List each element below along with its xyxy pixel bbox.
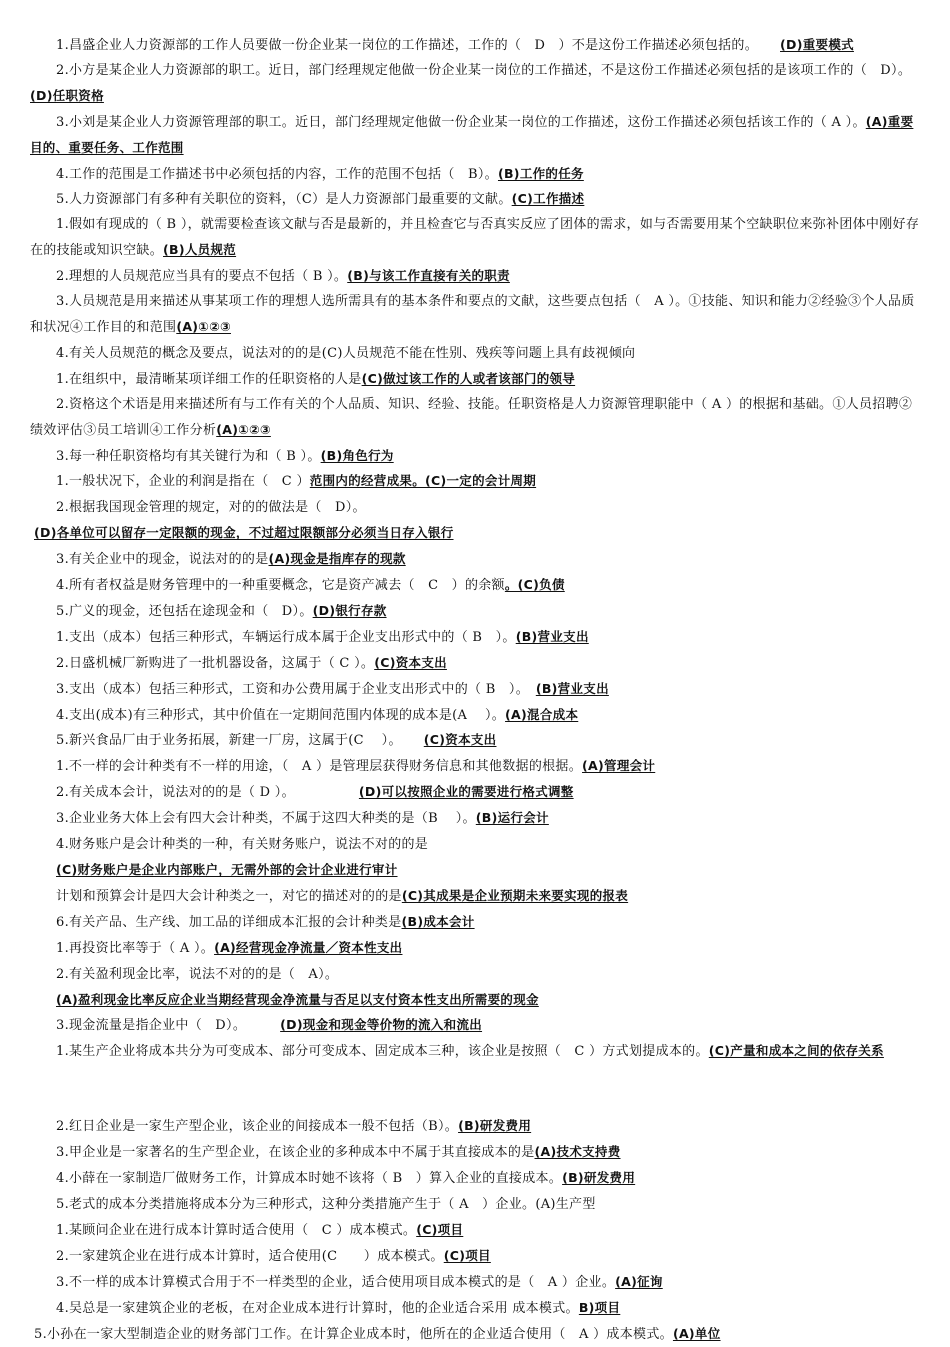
question-paragraph: 4.支出(成本)有三种形式，其中价值在一定期间范围内体现的成本是(A ）。(A)混合成本 (30, 703, 922, 729)
question-paragraph: 2.根据我国现金管理的规定，对的的做法是（ D）。 (30, 495, 922, 521)
question-paragraph: 1.支出（成本）包括三种形式，车辆运行成本属于企业支出形式中的（ B ）。(B)营业支出 (30, 625, 922, 651)
question-paragraph: 4.财务账户是会计种类的一种，有关财务账户，说法不对的的是 (30, 832, 922, 858)
question-paragraph: 1.昌盛企业人力资源部的工作人员要做一份企业某一岗位的工作描述，工作的（ D ）不是这份工作描述必须包括的。 (D)重要模式 (30, 33, 922, 59)
question-paragraph: 3.每一种任职资格均有其关键行为和（ B ）。(B)角色行为 (30, 444, 922, 470)
question-paragraph: 4.吴总是一家建筑企业的老板，在对企业成本进行计算时，他的企业适合采用 成本模式。B)项目 (30, 1296, 922, 1322)
answer: (D)银行存款 (313, 603, 387, 618)
answer: (B)成本会计 (402, 914, 475, 929)
question-paragraph: 1.某生产企业将成本共分为可变成本、部分可变成本、固定成本三种，该企业是按照（ C ）方式划提成本的。(C)产量和成本之间的依存关系 (30, 1039, 922, 1065)
question-paragraph: 1.在组织中，最清晰某项详细工作的任职资格的人是(C)做过该工作的人或者该部门的领导 (30, 367, 922, 393)
answer: (A)征询 (615, 1274, 663, 1289)
answer: (C)项目 (444, 1248, 491, 1263)
answer: (A)盈利现金比率反应企业当期经营现金净流量与否足以支付资本性支出所需要的现金 (56, 992, 539, 1007)
answer: (B)营业支出 (536, 681, 609, 696)
question-paragraph: 2.有关盈利现金比率，说法不对的的是（ A）。 (30, 962, 922, 988)
answer: (C)资本支出 (424, 732, 497, 747)
question-paragraph: 2.日盛机械厂新购进了一批机器设备，这属于（ C ）。(C)资本支出 (30, 651, 922, 677)
answer: (C)项目 (416, 1222, 463, 1237)
question-paragraph: 2.有关成本会计，说法对的的是（ D ）。 (D)可以按照企业的需要进行格式调整 (30, 780, 922, 806)
question-paragraph: 3.不一样的成本计算模式合用于不一样类型的企业，适合使用项目成本模式的是（ A ）企业。(A)征询 (30, 1270, 922, 1296)
question-paragraph: 5.广义的现金，还包括在途现金和（ D）。(D)银行存款 (30, 599, 922, 625)
answer: B)项目 (579, 1300, 620, 1315)
answer: (D)任职资格 (30, 88, 104, 103)
question-paragraph: 4.小薛在一家制造厂做财务工作，计算成本时她不该将（ B ）算入企业的直接成本。(B)研发费用 (30, 1166, 922, 1192)
question-paragraph: 2.理想的人员规范应当具有的要点不包括（ B ）。(B)与该工作直接有关的职责 (30, 264, 922, 290)
answer: (B)角色行为 (321, 448, 394, 463)
answer: (A)经营现金净流量／资本性支出 (214, 940, 402, 955)
answer: (B)研发费用 (562, 1170, 635, 1185)
blank-gap (30, 1065, 922, 1114)
question-paragraph: 3.企业业务大体上会有四大会计种类，不属于这四大种类的是（B ）。(B)运行会计 (30, 806, 922, 832)
question-paragraph: 2.小方是某企业人力资源部的职工。近日，部门经理规定他做一份企业某一岗位的工作描述，不是这份工作描述必须包括的是该项工作的（ D）。 (D)任职资格 (30, 59, 922, 110)
answer: (C)工作描述 (512, 191, 585, 206)
answer: (D)可以按照企业的需要进行格式调整 (359, 784, 574, 799)
answer: (A)单位 (673, 1326, 721, 1341)
answer: (A)①②③ (216, 422, 271, 437)
question-paragraph: 5.小孙在一家大型制造企业的财务部门工作。在计算企业成本时，他所在的企业适合使用（ A ）成本模式。(A)单位 (30, 1322, 922, 1347)
question-paragraph: 1.假如有现成的（ B ），就需要检查该文献与否是最新的，并且检查它与否真实反应了团体的需求，如与否需要用某个空缺职位来弥补团体中刚好存在的技能或知识空缺。(B)人员规范 (30, 213, 922, 264)
question-paragraph: 4.有关人员规范的概念及要点，说法对的的是(C)人员规范不能在性别、残疾等问题上具有歧视倾向 (30, 341, 922, 367)
question-paragraph: 3.现金流量是指企业中（ D）。 (D)现金和现金等价物的流入和流出 (30, 1013, 922, 1039)
answer: (B)与该工作直接有关的职责 (347, 268, 510, 283)
answer: (D)现金和现金等价物的流入和流出 (280, 1017, 482, 1032)
question-paragraph: 1.不一样的会计种类有不一样的用途，（ A ）是管理层获得财务信息和其他数据的根据。(A)管理会计 (30, 754, 922, 780)
question-paragraph: 4.所有者权益是财务管理中的一种重要概念，它是资产减去（ C ）的余额。(C)负债 (30, 573, 922, 599)
question-paragraph: 1.某顾问企业在进行成本计算时适合使用（ C ）成本模式。(C)项目 (30, 1218, 922, 1244)
answer: (D)重要模式 (780, 37, 854, 52)
question-paragraph: 2.一家建筑企业在进行成本计算时，适合使用(C ）成本模式。(C)项目 (30, 1244, 922, 1270)
question-paragraph (30, 988, 922, 1014)
answer: (A)技术支持费 (535, 1144, 621, 1159)
question-paragraph: 5.新兴食品厂由于业务拓展，新建一厂房，这属于(C ）。 (C)资本支出 (30, 728, 922, 754)
answer: (B)研发费用 (458, 1118, 531, 1133)
answer: (C)做过该工作的人或者该部门的领导 (362, 371, 576, 386)
answer: 。(C)负债 (505, 577, 565, 592)
answer: (A)①②③ (176, 319, 231, 334)
answer: (A)混合成本 (505, 707, 578, 722)
answer: (A)重要目的、重要任务、工作范围 (30, 114, 913, 155)
answer: 范围内的经营成果。(C)一定的会计周期 (310, 473, 536, 488)
question-paragraph: 3.有关企业中的现金，说法对的的是(A)现金是指库存的现款 (30, 547, 922, 573)
answer: (A)现金是指库存的现款 (269, 551, 406, 566)
question-paragraph (30, 858, 922, 884)
question-paragraph: 5.人力资源部门有多种有关职位的资料，（C）是人力资源部门最重要的文献。(C)工作描述 (30, 187, 922, 213)
answer: (B)运行会计 (476, 810, 549, 825)
question-paragraph: 1.一般状况下，企业的利润是指在（ C ）范围内的经营成果。(C)一定的会计周期 (30, 469, 922, 495)
question-paragraph: 2.资格这个术语是用来描述所有与工作有关的个人品质、知识、经验、技能。任职资格是人力资源管理职能中（ A ）的根据和基础。①人员招聘②绩效评估③员工培训④工作分析(A)①②③ (30, 393, 922, 444)
question-paragraph: 计划和预算会计是四大会计种类之一，对它的描述对的的是(C)其成果是企业预期未来要实现的报表 (30, 884, 922, 910)
question-paragraph (30, 521, 922, 547)
question-paragraph: 2.红日企业是一家生产型企业，该企业的间接成本一般不包括（B）。(B)研发费用 (30, 1114, 922, 1140)
answer: (C)产量和成本之间的依存关系 (709, 1043, 884, 1058)
question-paragraph: 3.小刘是某企业人力资源管理部的职工。近日，部门经理规定他做一份企业某一岗位的工作描述，这份工作描述必须包括该工作的（ A ）。(A)重要目的、重要任务、工作范围 (30, 110, 922, 162)
question-paragraph: 6.有关产品、生产线、加工品的详细成本汇报的会计种类是(B)成本会计 (30, 910, 922, 936)
question-paragraph: 4.工作的范围是工作描述书中必须包括的内容，工作的范围不包括（ B）。(B)工作的任务 (30, 162, 922, 188)
question-paragraph: 3.支出（成本）包括三种形式，工资和办公费用属于企业支出形式中的（ B ）。 (B)营业支出 (30, 677, 922, 703)
answer: (B)人员规范 (163, 242, 236, 257)
answer: (C)资本支出 (374, 655, 447, 670)
answer: (D)各单位可以留存一定限额的现金，不过超过限额部分必须当日存入银行 (34, 525, 454, 540)
question-paragraph: 5.老式的成本分类措施将成本分为三种形式，这种分类措施产生于（ A ）企业。(A)生产型 (30, 1192, 922, 1218)
answer: (C)财务账户是企业内部账户，无需外部的会计企业进行审计 (56, 862, 398, 877)
document-body (30, 33, 922, 1347)
answer: (B)工作的任务 (498, 166, 584, 181)
answer: (B)营业支出 (516, 629, 589, 644)
question-paragraph: 3.甲企业是一家著名的生产型企业，在该企业的多种成本中不属于其直接成本的是(A)技术支持费 (30, 1140, 922, 1166)
answer: (C)其成果是企业预期未来要实现的报表 (402, 888, 628, 903)
question-paragraph: 1.再投资比率等于（ A ）。(A)经营现金净流量／资本性支出 (30, 936, 922, 962)
answer: (A)管理会计 (582, 758, 655, 773)
question-paragraph: 3.人员规范是用来描述从事某项工作的理想人选所需具有的基本条件和要点的文献，这些要点包括（ A ）。①技能、知识和能力②经验③个人品质和状况④工作目的和范围(A)①②③ (30, 290, 922, 341)
